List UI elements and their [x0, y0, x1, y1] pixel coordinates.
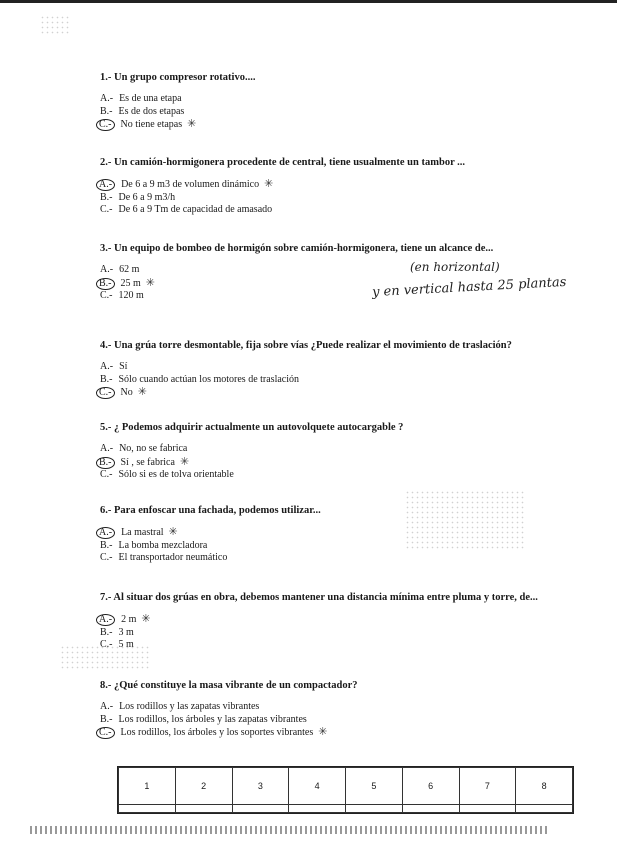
option-text: 25 m — [120, 277, 141, 289]
grid-header-cell: 1 — [119, 768, 176, 805]
answer-option[interactable] — [100, 714, 570, 727]
check-mark-icon: ✳ — [137, 385, 147, 398]
option-text: De 6 a 9 m3/h — [118, 191, 176, 203]
option-text: 5 m — [118, 639, 134, 650]
option-letter: B.- — [100, 626, 113, 638]
option-text: Sólo cuando actúan los motores de traslación — [118, 373, 300, 385]
grid-header-cell: 5 — [346, 768, 403, 805]
option-letter: B.- — [96, 278, 115, 290]
option-letter: B.- — [100, 713, 113, 725]
option-text: De 6 a 9 m3 de volumen dinámico — [121, 179, 260, 190]
question-title: 7.- Al situar dos grúas en obra, debemos mantener una distancia mínima entre pluma y torre, de... — [100, 592, 538, 603]
grid-answer-cell[interactable] — [516, 804, 573, 812]
answer-option[interactable] — [100, 178, 570, 192]
handwritten-note-line2: y en vertical hasta 25 plantas — [371, 274, 567, 301]
option-letter: C.- — [100, 552, 113, 563]
check-mark-icon: ✳ — [318, 725, 328, 738]
option-letter: A.- — [96, 527, 115, 539]
option-text: De 6 a 9 Tm de capacidad de amasado — [118, 204, 273, 215]
question-8 — [100, 680, 570, 740]
question-1 — [100, 72, 570, 132]
answer-option[interactable] — [100, 204, 570, 217]
grid-answer-cell[interactable] — [459, 804, 516, 812]
handwritten-note-line1: (en horizontal) — [410, 260, 500, 274]
grid-header-cell: 2 — [175, 768, 232, 805]
grid-answer-cell[interactable] — [175, 804, 232, 812]
option-text: 120 m — [118, 290, 144, 301]
option-letter: C.- — [100, 469, 113, 480]
option-letter: C.- — [100, 639, 113, 650]
answer-option[interactable] — [100, 726, 570, 740]
grid-header-cell: 8 — [516, 768, 573, 805]
option-letter: B.- — [100, 105, 113, 117]
option-text: Los rodillos, los árboles y los soportes vibrantes — [120, 727, 314, 738]
option-letter: B.- — [96, 457, 115, 469]
answer-option[interactable] — [100, 361, 570, 374]
grid-header-cell: 6 — [402, 768, 459, 805]
answer-option[interactable] — [100, 627, 570, 640]
option-letter: C.- — [100, 290, 113, 301]
option-text: El transportador neumático — [118, 552, 228, 563]
option-letter: A.- — [100, 443, 114, 454]
option-letter: C.- — [96, 119, 115, 131]
question-title: 6.- Para enfoscar una fachada, podemos utilizar... — [100, 505, 321, 516]
answer-option[interactable] — [100, 469, 570, 482]
answer-option[interactable] — [100, 192, 570, 205]
option-text: 3 m — [118, 626, 134, 638]
answer-option[interactable] — [100, 701, 570, 714]
answer-grid — [117, 766, 574, 814]
option-letter: B.- — [100, 539, 113, 551]
check-mark-icon: ✳ — [168, 525, 178, 538]
answer-option[interactable] — [100, 552, 570, 565]
option-text: Los rodillos, los árboles y las zapatas vibrantes — [118, 713, 307, 725]
option-text: 2 m — [121, 614, 137, 625]
option-text: Es de dos etapas — [118, 105, 185, 117]
question-title: 1.- Un grupo compresor rotativo.... — [100, 72, 256, 83]
check-mark-icon: ✳ — [145, 275, 155, 289]
answer-option[interactable] — [100, 93, 570, 106]
answer-option[interactable] — [100, 374, 570, 387]
option-letter: A.- — [96, 179, 115, 191]
option-letter: A.- — [100, 361, 114, 372]
grid-header-cell: 4 — [289, 768, 346, 805]
question-title: 5.- ¿ Podemos adquirir actualmente un autovolquete autocargable ? — [100, 422, 404, 433]
question-title: 2.- Un camión-hormigonera procedente de central, tiene usualmente un tambor ... — [100, 157, 466, 168]
question-title: 3.- Un equipo de bombeo de hormigón sobre camión-hormigonera, tiene un alcance de... — [100, 243, 494, 254]
option-text: Sólo si es de tolva orientable — [118, 469, 234, 480]
option-text: No tiene etapas — [120, 119, 183, 130]
answer-option[interactable] — [100, 613, 570, 627]
scan-noise — [40, 15, 70, 35]
option-letter: C.- — [96, 387, 115, 399]
option-letter: A.- — [100, 264, 114, 275]
grid-header-cell: 7 — [459, 768, 516, 805]
scan-noise — [405, 490, 525, 550]
answer-option[interactable] — [100, 386, 570, 400]
check-mark-icon: ✳ — [141, 612, 151, 625]
answer-option[interactable] — [100, 443, 570, 456]
scan-noise — [60, 645, 150, 670]
option-text: No — [120, 387, 133, 398]
check-mark-icon: ✳ — [179, 454, 190, 468]
question-7 — [100, 592, 570, 652]
option-letter: A.- — [100, 701, 114, 712]
option-letter: A.- — [100, 93, 114, 104]
question-2 — [100, 157, 570, 217]
option-letter: B.- — [100, 373, 113, 385]
check-mark-icon: ✳ — [264, 177, 274, 190]
grid-answer-cell[interactable] — [289, 804, 346, 812]
option-letter: C.- — [96, 727, 115, 739]
option-text: Es de una etapa — [119, 93, 182, 104]
grid-header-cell: 3 — [232, 768, 289, 805]
question-title: 4.- Una grúa torre desmontable, fija sobre vías ¿Puede realizar el movimiento de traslación? — [100, 340, 512, 351]
option-letter: C.- — [100, 204, 113, 215]
check-mark-icon: ✳ — [187, 117, 197, 130]
option-text: La bomba mezcladora — [118, 539, 208, 551]
option-letter: B.- — [100, 191, 113, 203]
answer-option[interactable] — [100, 118, 570, 132]
option-text: La mastral — [121, 527, 164, 538]
question-4 — [100, 340, 570, 400]
grid-answer-cell[interactable] — [346, 804, 403, 812]
grid-answer-cell[interactable] — [232, 804, 289, 812]
option-text: 62 m — [119, 264, 140, 275]
answer-option[interactable] — [100, 456, 570, 470]
question-5 — [100, 422, 570, 482]
grid-answer-cell[interactable] — [119, 804, 176, 812]
option-text: No, no se fabrica — [119, 443, 188, 454]
option-text: Sí , se fabrica — [120, 456, 175, 468]
answer-option[interactable] — [100, 106, 570, 119]
option-letter: A.- — [96, 614, 115, 626]
scan-edge — [0, 0, 617, 3]
option-text: Sí — [119, 361, 128, 372]
answer-option[interactable] — [100, 639, 570, 652]
option-text: Los rodillos y las zapatas vibrantes — [119, 701, 260, 712]
grid-answer-cell[interactable] — [402, 804, 459, 812]
question-title: 8.- ¿Qué constituye la masa vibrante de un compactador? — [100, 680, 358, 691]
scan-edge — [30, 826, 550, 834]
